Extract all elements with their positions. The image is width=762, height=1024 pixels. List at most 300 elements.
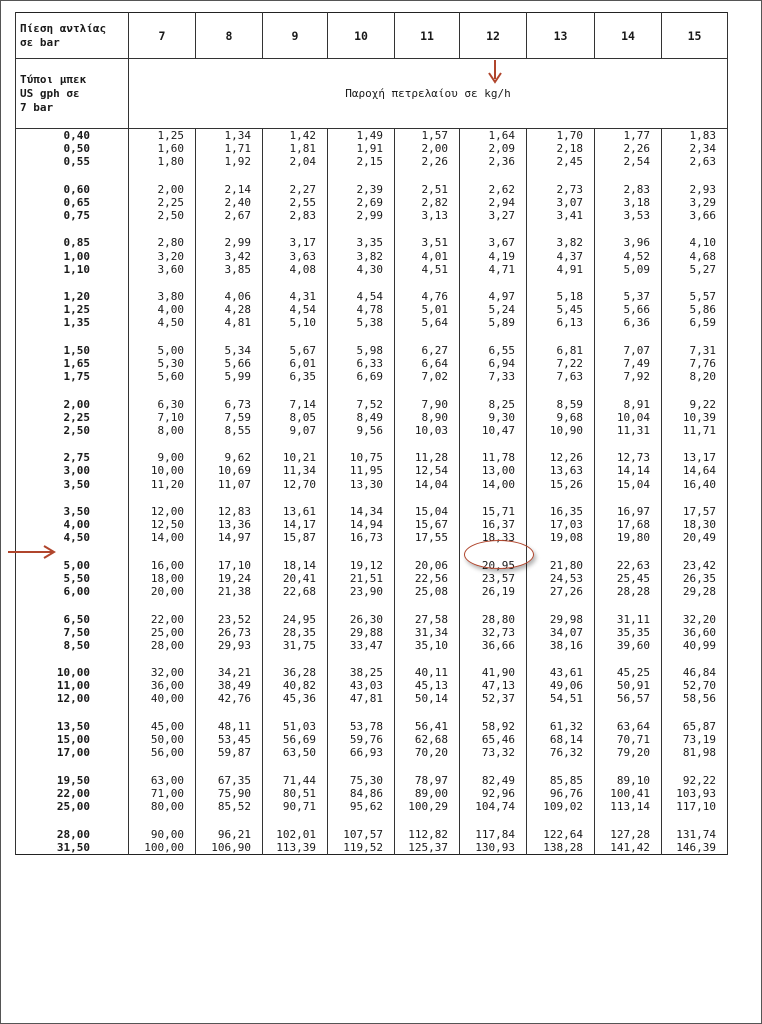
group-spacer bbox=[662, 759, 716, 774]
flow-value-cell: 131,74 bbox=[676, 827, 716, 841]
flow-value-cell: 63,50 bbox=[282, 746, 316, 760]
group-spacer bbox=[527, 652, 583, 667]
group-spacer bbox=[263, 276, 316, 291]
flow-value-cell: 117,10 bbox=[676, 799, 716, 813]
flow-value-cell: 1,91 bbox=[356, 142, 383, 156]
group-spacer bbox=[595, 491, 650, 506]
flow-value-cell: 32,00 bbox=[150, 666, 184, 680]
flow-value-cell: 8,00 bbox=[157, 423, 184, 437]
flow-value-cell: 4,54 bbox=[356, 290, 383, 304]
flow-value-cell: 12,73 bbox=[616, 451, 650, 465]
flow-value-cell: 3,27 bbox=[488, 208, 515, 222]
flow-value-cell: 3,82 bbox=[556, 236, 583, 250]
flow-value-cell: 1,83 bbox=[689, 129, 716, 142]
flow-value-cell: 127,28 bbox=[610, 827, 650, 841]
flow-value-cell: 4,37 bbox=[556, 249, 583, 263]
flow-value-cell: 89,10 bbox=[616, 773, 650, 787]
group-spacer bbox=[527, 437, 583, 452]
group-spacer bbox=[196, 652, 251, 667]
nozzle-size-cell: 2,50 bbox=[63, 423, 90, 437]
nozzle-size-cell: 0,40 bbox=[63, 129, 90, 142]
flow-value-cell: 63,00 bbox=[150, 773, 184, 787]
flow-value-cell: 12,50 bbox=[150, 518, 184, 532]
flow-value-cell: 100,29 bbox=[408, 799, 448, 813]
nozzle-size-cell: 2,25 bbox=[63, 410, 90, 424]
group-spacer bbox=[129, 168, 184, 183]
flow-value-cell: 85,52 bbox=[217, 799, 251, 813]
flow-value-cell: 27,26 bbox=[549, 584, 583, 598]
nozzle-type-label-line: 7 bar bbox=[20, 100, 54, 114]
group-spacer bbox=[595, 652, 650, 667]
group-spacer bbox=[16, 222, 90, 237]
flow-value-cell: 5,37 bbox=[623, 290, 650, 304]
flow-value-cell: 7,90 bbox=[421, 397, 448, 411]
flow-value-cell: 4,71 bbox=[488, 262, 515, 276]
flow-value-cell: 54,51 bbox=[549, 692, 583, 706]
flow-value-cell: 7,22 bbox=[556, 356, 583, 370]
flow-value-cell: 7,07 bbox=[623, 343, 650, 357]
flow-value-cell: 96,76 bbox=[549, 786, 583, 800]
flow-value-cell: 19,08 bbox=[549, 531, 583, 545]
group-spacer bbox=[196, 222, 251, 237]
flow-value-cell: 2,45 bbox=[556, 155, 583, 169]
flow-value-cell: 13,36 bbox=[217, 518, 251, 532]
group-spacer bbox=[395, 598, 448, 613]
flow-value-cell: 2,82 bbox=[421, 195, 448, 209]
flow-value-cell: 3,60 bbox=[157, 262, 184, 276]
flow-value-cell: 61,32 bbox=[549, 720, 583, 734]
flow-value-cell: 6,27 bbox=[421, 343, 448, 357]
flow-value-cell: 29,98 bbox=[549, 612, 583, 626]
flow-value-cell: 2,25 bbox=[157, 195, 184, 209]
flow-column-12 bbox=[460, 129, 527, 855]
flow-value-cell: 19,24 bbox=[217, 571, 251, 585]
flow-value-cell: 9,07 bbox=[289, 423, 316, 437]
flow-value-cell: 81,98 bbox=[682, 746, 716, 760]
flow-value-cell: 112,82 bbox=[408, 827, 448, 841]
flow-value-cell: 23,57 bbox=[481, 571, 515, 585]
flow-value-cell: 3,13 bbox=[421, 208, 448, 222]
flow-value-cell: 8,59 bbox=[556, 397, 583, 411]
flow-value-cell: 6,59 bbox=[689, 316, 716, 330]
group-spacer bbox=[16, 437, 90, 452]
flow-value-cell: 58,92 bbox=[481, 720, 515, 734]
flow-value-cell: 5,38 bbox=[356, 316, 383, 330]
flow-value-cell: 73,19 bbox=[682, 733, 716, 747]
group-spacer bbox=[196, 598, 251, 613]
group-spacer bbox=[527, 705, 583, 720]
flow-value-cell: 7,49 bbox=[623, 356, 650, 370]
flow-value-cell: 24,95 bbox=[282, 612, 316, 626]
group-spacer bbox=[527, 276, 583, 291]
flow-value-cell: 6,13 bbox=[556, 316, 583, 330]
group-spacer bbox=[460, 168, 515, 183]
flow-value-cell: 5,67 bbox=[289, 343, 316, 357]
flow-value-cell: 8,49 bbox=[356, 410, 383, 424]
flow-value-cell: 119,52 bbox=[343, 840, 383, 854]
flow-value-cell: 24,53 bbox=[549, 571, 583, 585]
flow-value-cell: 56,41 bbox=[414, 720, 448, 734]
nozzle-size-cell: 1,65 bbox=[63, 356, 90, 370]
flow-value-cell: 2,27 bbox=[289, 182, 316, 196]
flow-value-cell: 82,49 bbox=[481, 773, 515, 787]
flow-value-cell: 2,69 bbox=[356, 195, 383, 209]
flow-value-cell: 70,20 bbox=[414, 746, 448, 760]
flow-value-cell: 7,33 bbox=[488, 370, 515, 384]
flow-value-cell: 36,60 bbox=[682, 625, 716, 639]
group-spacer bbox=[196, 329, 251, 344]
flow-value-cell: 4,68 bbox=[689, 249, 716, 263]
group-spacer bbox=[527, 222, 583, 237]
group-spacer bbox=[460, 276, 515, 291]
nozzle-type-label-line: Τύποι μπεκ bbox=[20, 72, 87, 86]
flow-value-cell: 76,32 bbox=[549, 746, 583, 760]
group-spacer bbox=[263, 222, 316, 237]
group-spacer bbox=[595, 544, 650, 559]
nozzle-size-cell: 0,85 bbox=[63, 236, 90, 250]
pressure-header-15: 15 bbox=[662, 13, 728, 59]
nozzle-size-cell: 1,10 bbox=[63, 262, 90, 276]
flow-value-cell: 11,71 bbox=[682, 423, 716, 437]
group-spacer bbox=[595, 437, 650, 452]
flow-value-cell: 15,87 bbox=[282, 531, 316, 545]
nozzle-size-cell: 4,00 bbox=[63, 518, 90, 532]
flow-value-cell: 4,81 bbox=[224, 316, 251, 330]
flow-value-cell: 23,90 bbox=[349, 584, 383, 598]
flow-value-cell: 7,63 bbox=[556, 370, 583, 384]
nozzle-size-cell: 4,50 bbox=[63, 531, 90, 545]
flow-value-cell: 2,51 bbox=[421, 182, 448, 196]
flow-value-cell: 3,85 bbox=[224, 262, 251, 276]
flow-value-cell: 8,91 bbox=[623, 397, 650, 411]
flow-value-cell: 21,38 bbox=[217, 584, 251, 598]
nozzle-size-cell: 0,75 bbox=[63, 208, 90, 222]
flow-value-cell: 2,83 bbox=[623, 182, 650, 196]
unit-header-row bbox=[16, 59, 728, 129]
flow-value-cell: 6,36 bbox=[623, 316, 650, 330]
flow-value-cell: 2,99 bbox=[224, 236, 251, 250]
flow-value-cell: 18,33 bbox=[481, 531, 515, 545]
flow-value-cell: 2,50 bbox=[157, 208, 184, 222]
flow-value-cell: 107,57 bbox=[343, 827, 383, 841]
flow-value-cell: 28,35 bbox=[282, 625, 316, 639]
flow-value-cell: 8,90 bbox=[421, 410, 448, 424]
flow-value-cell: 2,63 bbox=[689, 155, 716, 169]
flow-value-cell: 9,62 bbox=[224, 451, 251, 465]
flow-value-cell: 16,40 bbox=[682, 477, 716, 491]
pump-pressure-label bbox=[16, 13, 129, 59]
flow-value-cell: 5,64 bbox=[421, 316, 448, 330]
flow-value-cell: 4,19 bbox=[488, 249, 515, 263]
flow-value-cell: 33,47 bbox=[349, 638, 383, 652]
flow-value-cell: 1,34 bbox=[224, 129, 251, 142]
nozzle-size-cell: 5,50 bbox=[63, 571, 90, 585]
flow-value-cell: 50,00 bbox=[150, 733, 184, 747]
nozzle-size-cell: 1,20 bbox=[63, 290, 90, 304]
group-spacer bbox=[196, 491, 251, 506]
flow-value-cell: 1,92 bbox=[224, 155, 251, 169]
flow-value-cell: 2,54 bbox=[623, 155, 650, 169]
flow-value-cell: 113,39 bbox=[276, 840, 316, 854]
group-spacer bbox=[16, 759, 90, 774]
group-spacer bbox=[328, 168, 383, 183]
flow-value-cell: 10,04 bbox=[616, 410, 650, 424]
flow-value-cell: 3,96 bbox=[623, 236, 650, 250]
group-spacer bbox=[662, 383, 716, 398]
group-spacer bbox=[662, 544, 716, 559]
group-spacer bbox=[263, 491, 316, 506]
flow-value-cell: 10,47 bbox=[481, 423, 515, 437]
flow-value-cell: 85,85 bbox=[549, 773, 583, 787]
flow-value-cell: 96,21 bbox=[217, 827, 251, 841]
group-spacer bbox=[196, 276, 251, 291]
nozzle-size-cell: 3,00 bbox=[63, 464, 90, 478]
flow-value-cell: 4,91 bbox=[556, 262, 583, 276]
flow-value-cell: 43,03 bbox=[349, 679, 383, 693]
nozzle-size-cell: 0,65 bbox=[63, 195, 90, 209]
group-spacer bbox=[662, 652, 716, 667]
flow-value-cell: 9,22 bbox=[689, 397, 716, 411]
group-spacer bbox=[595, 813, 650, 828]
nozzle-size-cell: 5,00 bbox=[63, 558, 90, 572]
flow-value-cell: 8,55 bbox=[224, 423, 251, 437]
flow-value-cell: 31,75 bbox=[282, 638, 316, 652]
flow-value-cell: 6,33 bbox=[356, 356, 383, 370]
nozzle-type-label-line: US gph σε bbox=[20, 86, 80, 100]
flow-value-cell: 5,66 bbox=[623, 303, 650, 317]
group-spacer bbox=[263, 329, 316, 344]
flow-value-cell: 7,59 bbox=[224, 410, 251, 424]
group-spacer bbox=[395, 276, 448, 291]
flow-value-cell: 17,03 bbox=[549, 518, 583, 532]
group-spacer bbox=[328, 598, 383, 613]
group-spacer bbox=[16, 705, 90, 720]
flow-value-cell: 36,00 bbox=[150, 679, 184, 693]
flow-value-cell: 56,57 bbox=[616, 692, 650, 706]
nozzle-size-cell: 13,50 bbox=[56, 720, 90, 734]
group-spacer bbox=[129, 705, 184, 720]
flow-value-cell: 5,30 bbox=[157, 356, 184, 370]
flow-value-cell: 103,93 bbox=[676, 786, 716, 800]
flow-value-cell: 48,11 bbox=[217, 720, 251, 734]
flow-value-cell: 21,51 bbox=[349, 571, 383, 585]
group-spacer bbox=[129, 329, 184, 344]
flow-value-cell: 53,78 bbox=[349, 720, 383, 734]
group-spacer bbox=[263, 759, 316, 774]
flow-value-cell: 7,52 bbox=[356, 397, 383, 411]
flow-value-cell: 11,07 bbox=[217, 477, 251, 491]
flow-value-cell: 12,54 bbox=[414, 464, 448, 478]
table-body-row bbox=[16, 129, 728, 855]
flow-value-cell: 3,67 bbox=[488, 236, 515, 250]
flow-value-cell: 35,10 bbox=[414, 638, 448, 652]
flow-value-cell: 2,00 bbox=[157, 182, 184, 196]
flow-value-cell: 23,42 bbox=[682, 558, 716, 572]
flow-value-cell: 6,94 bbox=[488, 356, 515, 370]
pressure-header-7: 7 bbox=[129, 13, 196, 59]
arrow-right-icon bbox=[8, 545, 56, 559]
group-spacer bbox=[527, 491, 583, 506]
group-spacer bbox=[395, 759, 448, 774]
flow-value-cell: 2,62 bbox=[488, 182, 515, 196]
group-spacer bbox=[460, 222, 515, 237]
group-spacer bbox=[662, 705, 716, 720]
flow-value-cell: 10,90 bbox=[549, 423, 583, 437]
flow-value-cell: 13,30 bbox=[349, 477, 383, 491]
flow-value-cell: 1,77 bbox=[623, 129, 650, 142]
flow-value-cell: 26,73 bbox=[217, 625, 251, 639]
group-spacer bbox=[196, 759, 251, 774]
flow-value-cell: 3,63 bbox=[289, 249, 316, 263]
flow-value-cell: 6,64 bbox=[421, 356, 448, 370]
flow-value-cell: 28,80 bbox=[481, 612, 515, 626]
pressure-header-8: 8 bbox=[196, 13, 263, 59]
flow-value-cell: 100,00 bbox=[144, 840, 184, 854]
flow-value-cell: 50,14 bbox=[414, 692, 448, 706]
flow-value-cell: 2,26 bbox=[421, 155, 448, 169]
group-spacer bbox=[395, 544, 448, 559]
group-spacer bbox=[196, 383, 251, 398]
flow-value-cell: 4,28 bbox=[224, 303, 251, 317]
flow-value-cell: 22,63 bbox=[616, 558, 650, 572]
flow-value-cell: 7,10 bbox=[157, 410, 184, 424]
flow-value-cell: 5,66 bbox=[224, 356, 251, 370]
group-spacer bbox=[395, 437, 448, 452]
flow-value-cell: 29,88 bbox=[349, 625, 383, 639]
flow-value-cell: 1,25 bbox=[157, 129, 184, 142]
flow-value-cell: 10,39 bbox=[682, 410, 716, 424]
flow-value-cell: 16,00 bbox=[150, 558, 184, 572]
group-spacer bbox=[662, 491, 716, 506]
nozzle-size-cell: 6,50 bbox=[63, 612, 90, 626]
flow-value-cell: 2,94 bbox=[488, 195, 515, 209]
flow-value-cell: 8,05 bbox=[289, 410, 316, 424]
flow-value-cell: 32,73 bbox=[481, 625, 515, 639]
flow-value-cell: 68,14 bbox=[549, 733, 583, 747]
flow-value-cell: 2,93 bbox=[689, 182, 716, 196]
group-spacer bbox=[196, 544, 251, 559]
group-spacer bbox=[395, 652, 448, 667]
flow-value-cell: 16,35 bbox=[549, 505, 583, 519]
flow-value-cell: 17,10 bbox=[217, 558, 251, 572]
flow-value-cell: 13,00 bbox=[481, 464, 515, 478]
group-spacer bbox=[263, 383, 316, 398]
flow-value-cell: 6,73 bbox=[224, 397, 251, 411]
group-spacer bbox=[129, 652, 184, 667]
flow-value-cell: 141,42 bbox=[610, 840, 650, 854]
flow-value-cell: 95,62 bbox=[349, 799, 383, 813]
group-spacer bbox=[527, 544, 583, 559]
flow-value-cell: 22,56 bbox=[414, 571, 448, 585]
group-spacer bbox=[460, 598, 515, 613]
flow-value-cell: 56,00 bbox=[150, 746, 184, 760]
flow-value-cell: 146,39 bbox=[676, 840, 716, 854]
flow-value-cell: 100,41 bbox=[610, 786, 650, 800]
group-spacer bbox=[328, 491, 383, 506]
flow-value-cell: 20,06 bbox=[414, 558, 448, 572]
flow-value-cell: 5,45 bbox=[556, 303, 583, 317]
nozzle-size-cell: 11,00 bbox=[56, 679, 90, 693]
group-spacer bbox=[328, 329, 383, 344]
flow-value-cell: 10,69 bbox=[217, 464, 251, 478]
flow-value-cell: 20,00 bbox=[150, 584, 184, 598]
nozzle-size-cell: 7,50 bbox=[63, 625, 90, 639]
flow-value-cell: 19,80 bbox=[616, 531, 650, 545]
group-spacer bbox=[395, 383, 448, 398]
flow-value-cell: 2,39 bbox=[356, 182, 383, 196]
group-spacer bbox=[328, 383, 383, 398]
flow-value-cell: 80,51 bbox=[282, 786, 316, 800]
group-spacer bbox=[395, 222, 448, 237]
group-spacer bbox=[460, 437, 515, 452]
arrow-down-icon bbox=[488, 60, 502, 84]
flow-value-cell: 80,00 bbox=[150, 799, 184, 813]
flow-value-cell: 39,60 bbox=[616, 638, 650, 652]
flow-value-cell: 8,25 bbox=[488, 397, 515, 411]
group-spacer bbox=[129, 276, 184, 291]
flow-value-cell: 29,93 bbox=[217, 638, 251, 652]
flow-value-cell: 1,70 bbox=[556, 129, 583, 142]
group-spacer bbox=[595, 383, 650, 398]
group-spacer bbox=[460, 329, 515, 344]
flow-value-cell: 40,82 bbox=[282, 679, 316, 693]
flow-value-cell: 28,28 bbox=[616, 584, 650, 598]
flow-value-cell: 92,22 bbox=[682, 773, 716, 787]
flow-value-cell: 25,45 bbox=[616, 571, 650, 585]
flow-value-cell: 9,56 bbox=[356, 423, 383, 437]
flow-value-cell: 4,06 bbox=[224, 290, 251, 304]
group-spacer bbox=[263, 652, 316, 667]
flow-value-cell: 84,86 bbox=[349, 786, 383, 800]
pressure-header-11: 11 bbox=[395, 13, 460, 59]
flow-column-11 bbox=[395, 129, 460, 855]
flow-value-cell: 45,13 bbox=[414, 679, 448, 693]
flow-value-cell: 10,21 bbox=[282, 451, 316, 465]
pressure-header-10: 10 bbox=[328, 13, 395, 59]
flow-value-cell: 3,41 bbox=[556, 208, 583, 222]
flow-value-cell: 14,04 bbox=[414, 477, 448, 491]
flow-value-cell: 23,52 bbox=[217, 612, 251, 626]
flow-value-cell: 47,81 bbox=[349, 692, 383, 706]
flow-value-cell: 41,90 bbox=[481, 666, 515, 680]
flow-value-cell: 71,44 bbox=[282, 773, 316, 787]
group-spacer bbox=[662, 276, 716, 291]
nozzle-size-cell: 1,25 bbox=[63, 303, 90, 317]
group-spacer bbox=[460, 759, 515, 774]
flow-value-cell: 31,34 bbox=[414, 625, 448, 639]
flow-value-cell: 106,90 bbox=[211, 840, 251, 854]
flow-value-cell: 50,91 bbox=[616, 679, 650, 693]
flow-value-cell: 51,03 bbox=[282, 720, 316, 734]
flow-value-cell: 3,35 bbox=[356, 236, 383, 250]
group-spacer bbox=[662, 813, 716, 828]
flow-value-cell: 2,36 bbox=[488, 155, 515, 169]
pressure-header-row bbox=[16, 13, 728, 59]
flow-value-cell: 7,14 bbox=[289, 397, 316, 411]
pump-pressure-label-line: Πίεση αντλίας bbox=[20, 21, 107, 35]
flow-value-cell: 42,76 bbox=[217, 692, 251, 706]
nozzle-size-cell: 15,00 bbox=[56, 733, 90, 747]
flow-value-cell: 28,00 bbox=[150, 638, 184, 652]
flow-value-cell: 16,73 bbox=[349, 531, 383, 545]
flow-value-cell: 79,20 bbox=[616, 746, 650, 760]
flow-value-cell: 90,71 bbox=[282, 799, 316, 813]
nozzle-size-cell: 25,00 bbox=[56, 799, 90, 813]
group-spacer bbox=[129, 222, 184, 237]
flow-value-cell: 71,00 bbox=[150, 786, 184, 800]
flow-value-cell: 3,80 bbox=[157, 290, 184, 304]
group-spacer bbox=[263, 437, 316, 452]
